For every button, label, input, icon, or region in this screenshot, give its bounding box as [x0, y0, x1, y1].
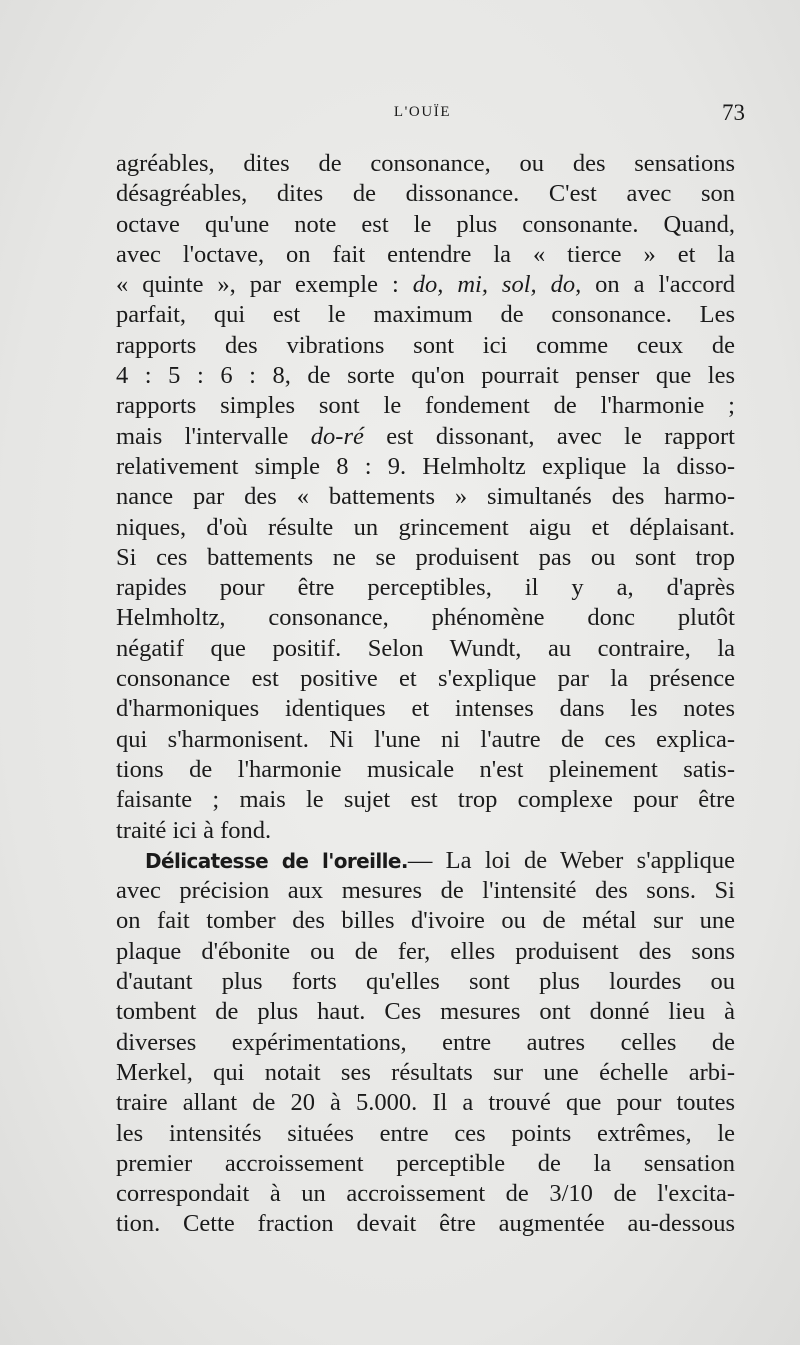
line-text: tions de l'harmonie musicale n'est pleinement satis-	[116, 755, 735, 783]
running-title: L'OUÏE	[393, 104, 452, 120]
text-run: on a l'accord	[581, 271, 735, 299]
text-line	[116, 755, 735, 785]
text-line	[116, 210, 735, 240]
italic-interval: do-ré	[310, 422, 364, 450]
text-line	[116, 1149, 735, 1179]
line-text: niques, d'où résulte un grincement aigu et déplaisant.	[116, 513, 735, 541]
line-text: négatif que positif. Selon Wundt, au contraire, la	[116, 634, 735, 662]
text-line	[116, 1058, 735, 1088]
line-text: les intensités situées entre ces points extrêmes, le	[116, 1119, 735, 1147]
line-text: agréables, dites de consonance, ou des sensations	[116, 150, 735, 177]
text-line	[116, 543, 735, 573]
line-text: traité ici à fond.	[116, 816, 272, 844]
paragraph-delicatesse	[116, 846, 735, 1240]
text-line	[116, 179, 735, 209]
line-text: relativement simple 8 : 9. Helmholtz explique la disso-	[116, 452, 735, 480]
text-line	[116, 785, 735, 815]
text-line	[116, 725, 735, 755]
line-text: tion. Cette fraction devait être augmentée au-dessous	[116, 1210, 735, 1238]
text-line	[116, 937, 735, 967]
body-text	[116, 149, 735, 1240]
text-line	[116, 1119, 735, 1149]
text-line	[116, 1179, 735, 1209]
line-text: rapports des vibrations sont ici comme ceux de	[116, 331, 735, 359]
line-text: octave qu'une note est le plus consonante. Quand,	[116, 210, 735, 238]
line-text: premier accroissement perceptible de la sensation	[116, 1149, 735, 1177]
paragraph-consonance	[116, 149, 735, 846]
text-line	[116, 300, 735, 330]
text-line	[116, 361, 735, 391]
text-run: est dissonant, avec le rapport	[363, 422, 735, 450]
text-line	[116, 997, 735, 1027]
text-run: — La loi de Weber s'applique	[407, 846, 735, 874]
line-text: correspondait à un accroissement de 3/10 de l'excita-	[116, 1180, 735, 1208]
text-line	[116, 1028, 735, 1058]
line-text: avec l'octave, on fait entendre la « tierce » et la	[116, 240, 735, 268]
text-line	[116, 876, 735, 906]
text-line	[116, 816, 735, 846]
text-line	[116, 391, 735, 421]
line-text: plaque d'ébonite ou de fer, elles produisent des sons	[116, 937, 735, 965]
text-line	[116, 967, 735, 997]
line-text: on fait tomber des billes d'ivoire ou de métal sur une	[116, 907, 735, 935]
text-line	[116, 603, 735, 633]
line-text: nance par des « battements » simultanés des harmo-	[116, 483, 735, 511]
text-line	[116, 634, 735, 664]
line-text: traire allant de 20 à 5.000. Il a trouvé que pour toutes	[116, 1089, 735, 1117]
text-line	[116, 513, 735, 543]
line-text: parfait, qui est le maximum de consonance. Les	[116, 301, 735, 329]
line-text: qui s'harmonisent. Ni l'une ni l'autre de ces explica-	[116, 725, 735, 753]
running-head	[110, 100, 745, 130]
line-text: consonance est positive et s'explique par la présence	[116, 665, 735, 693]
section-heading: Délicatesse de l'oreille.	[145, 848, 408, 873]
line-text: d'autant plus forts qu'elles sont plus lourdes ou	[116, 968, 735, 996]
text-line	[116, 1209, 735, 1239]
text-line	[116, 331, 735, 361]
italic-notes: do, mi, sol, do,	[412, 271, 582, 299]
line-text: 4 : 5 : 6 : 8, de sorte qu'on pourrait penser que les	[116, 362, 735, 390]
text-line	[116, 240, 735, 270]
text-run: mais l'intervalle	[116, 422, 311, 450]
line-text: diverses expérimentations, entre autres celles de	[116, 1028, 735, 1056]
line-text: d'harmoniques identiques et intenses dans les notes	[116, 695, 735, 723]
text-line	[116, 694, 735, 724]
line-text: désagréables, dites de dissonance. C'est avec son	[116, 180, 735, 208]
text-line	[116, 452, 735, 482]
line-text: Helmholtz, consonance, phénomène donc plutôt	[116, 604, 735, 632]
text-line	[116, 1088, 735, 1118]
text-line	[116, 422, 735, 452]
line-text: Merkel, qui notait ses résultats sur une échelle arbi-	[116, 1058, 735, 1086]
line-text: rapports simples sont le fondement de l'harmonie ;	[116, 392, 735, 420]
text-line	[116, 906, 735, 936]
text-line	[116, 482, 735, 512]
line-text: rapides pour être perceptibles, il y a, d'après	[116, 574, 735, 602]
line-text: Si ces battements ne se produisent pas ou sont trop	[116, 543, 735, 571]
text-line	[116, 270, 735, 300]
text-line	[116, 149, 735, 179]
text-line	[116, 664, 735, 694]
text-line	[116, 846, 735, 876]
page-number: 73	[722, 100, 745, 125]
text-line	[116, 573, 735, 603]
line-text: tombent de plus haut. Ces mesures ont donné lieu à	[116, 998, 735, 1026]
line-text: avec précision aux mesures de l'intensité des sons. Si	[116, 877, 735, 905]
text-run: « quinte », par exemple :	[116, 271, 413, 299]
line-text: faisante ; mais le sujet est trop complexe pour être	[116, 786, 735, 814]
